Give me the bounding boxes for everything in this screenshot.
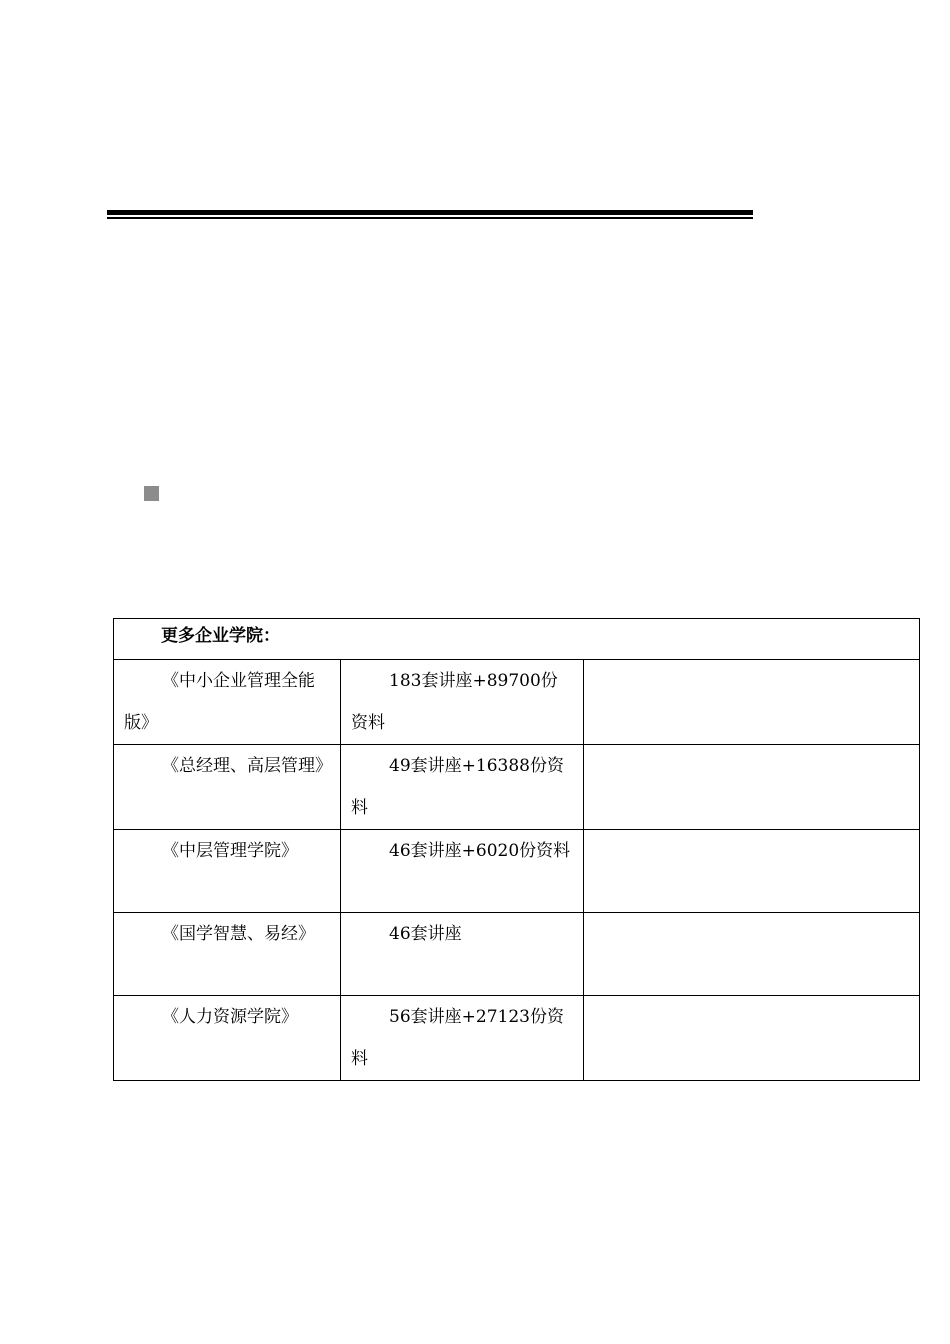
table-row bbox=[114, 913, 920, 996]
academy-name-cell: 《总经理、高层管理》 bbox=[114, 745, 341, 830]
table-row bbox=[114, 660, 920, 745]
square-bullet-icon bbox=[144, 486, 159, 501]
academy-name-cell: 《中层管理学院》 bbox=[114, 830, 341, 913]
header-rule-thick bbox=[107, 210, 753, 215]
academy-content-cell: 46套讲座 bbox=[341, 913, 584, 996]
more-academies-table bbox=[113, 618, 920, 1081]
academy-note-cell bbox=[584, 913, 920, 996]
table-row bbox=[114, 745, 920, 830]
academy-name-cell: 《人力资源学院》 bbox=[114, 996, 341, 1081]
table-header-cell: 更多企业学院： bbox=[114, 619, 920, 660]
table-row bbox=[114, 996, 920, 1081]
table-header-row bbox=[114, 619, 920, 660]
header-rule-thin bbox=[107, 217, 753, 219]
academy-note-cell bbox=[584, 830, 920, 913]
academy-content-cell: 49套讲座+16388份资料 bbox=[341, 745, 584, 830]
academy-name-cell: 《国学智慧、易经》 bbox=[114, 913, 341, 996]
academy-content-cell: 56套讲座+27123份资料 bbox=[341, 996, 584, 1081]
academy-content-cell: 46套讲座+6020份资料 bbox=[341, 830, 584, 913]
academy-note-cell bbox=[584, 660, 920, 745]
academy-note-cell bbox=[584, 745, 920, 830]
academy-note-cell bbox=[584, 996, 920, 1081]
academy-name-cell: 《中小企业管理全能版》 bbox=[114, 660, 341, 745]
table-row bbox=[114, 830, 920, 913]
academy-content-cell: 183套讲座+89700份资料 bbox=[341, 660, 584, 745]
